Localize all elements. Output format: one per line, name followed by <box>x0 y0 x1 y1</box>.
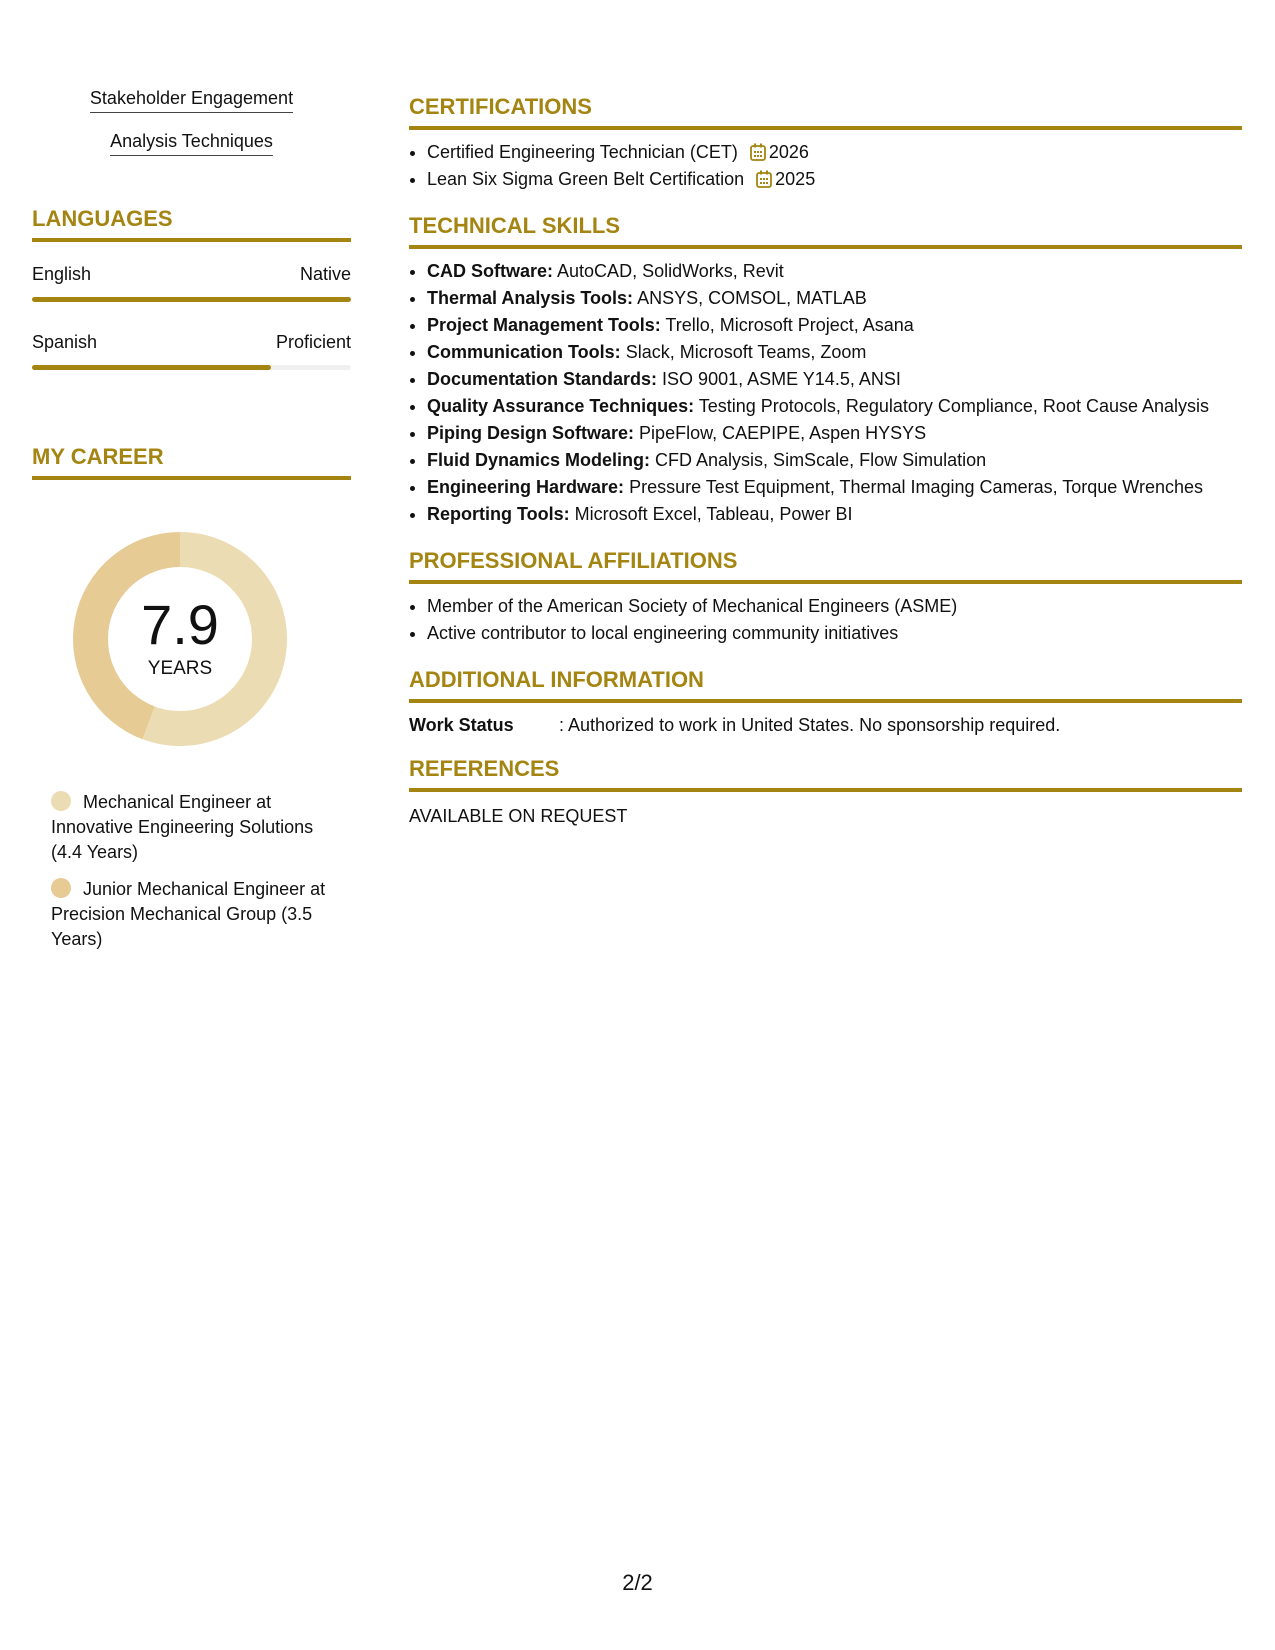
calendar-icon <box>756 170 772 188</box>
language-level: Proficient <box>275 332 351 352</box>
career-legend-item: Mechanical Engineer at Innovative Engineering Solutions (4.4 Years) <box>51 792 314 862</box>
skill-item: • Engineering Hardware: Pressure Test Equipment, Thermal Imaging Cameras, Torque Wrenches <box>427 474 1242 501</box>
language-bar <box>32 297 351 302</box>
legend-dot-icon <box>51 791 71 811</box>
language-bar-fill <box>32 365 271 370</box>
language-name: English <box>32 264 92 284</box>
page-number: 2/2 <box>622 1570 653 1595</box>
career-donut-center <box>65 593 295 680</box>
career-donut <box>65 524 295 754</box>
skill-tag: Stakeholder Engagement <box>32 88 351 113</box>
language-name: Spanish <box>32 332 98 352</box>
language-row <box>32 264 351 285</box>
career-section <box>32 444 351 952</box>
technical-skills-title: TECHNICAL SKILLS <box>409 213 1242 249</box>
skill-item: • Documentation Standards: ISO 9001, ASME Y14.5, ANSI <box>427 366 1242 393</box>
skill-item: • Fluid Dynamics Modeling: CFD Analysis, SimScale, Flow Simulation <box>427 447 1242 474</box>
affiliations-title: PROFESSIONAL AFFILIATIONS <box>409 548 1242 584</box>
sidebar <box>32 88 351 964</box>
technical-skills-section <box>409 213 1242 528</box>
languages-section <box>32 206 351 370</box>
affiliations-section <box>409 548 1242 647</box>
skill-item: • Quality Assurance Techniques: Testing Protocols, Regulatory Compliance, Root Cause Analysis <box>427 393 1242 420</box>
career-legend-item: Junior Mechanical Engineer at Precision Mechanical Group (3.5 Years) <box>51 879 326 949</box>
calendar-icon <box>750 143 766 161</box>
main-content <box>409 94 1242 847</box>
certifications-section <box>409 94 1242 193</box>
affiliation-item: • Member of the American Society of Mechanical Engineers (ASME) <box>427 593 1242 620</box>
language-row <box>32 332 351 353</box>
technical-skills-list <box>409 258 1242 528</box>
additional-info-section <box>409 667 1242 736</box>
legend-dot-icon <box>51 878 71 898</box>
skill-tag: Analysis Techniques <box>32 131 351 156</box>
certifications-title: CERTIFICATIONS <box>409 94 1242 130</box>
career-total: 7.9 <box>141 593 219 656</box>
career-legend <box>51 790 341 952</box>
additional-info-title: ADDITIONAL INFORMATION <box>409 667 1242 703</box>
languages-title: LANGUAGES <box>32 206 351 242</box>
skill-item: • Reporting Tools: Microsoft Excel, Tableau, Power BI <box>427 501 1242 528</box>
skill-item: • Project Management Tools: Trello, Microsoft Project, Asana <box>427 312 1242 339</box>
certification-item: • Certified Engineering Technician (CET) 2026 <box>427 139 1242 166</box>
career-unit: YEARS <box>147 658 213 679</box>
language-bar-fill <box>32 297 351 302</box>
career-title: MY CAREER <box>32 444 351 480</box>
language-level: Native <box>299 264 351 284</box>
work-status-label: Work Status <box>409 715 514 735</box>
work-status-value: : Authorized to work in United States. No sponsorship required. <box>559 715 1061 735</box>
skill-item: • Communication Tools: Slack, Microsoft Teams, Zoom <box>427 339 1242 366</box>
references-title: REFERENCES <box>409 756 1242 792</box>
references-section <box>409 756 1242 827</box>
language-bar <box>32 365 351 370</box>
references-text: AVAILABLE ON REQUEST <box>409 806 628 826</box>
skill-item: • CAD Software: AutoCAD, SolidWorks, Revit <box>427 258 1242 285</box>
affiliation-item: • Active contributor to local engineering community initiatives <box>427 620 1242 647</box>
skill-item: • Thermal Analysis Tools: ANSYS, COMSOL, MATLAB <box>427 285 1242 312</box>
skill-item: • Piping Design Software: PipeFlow, CAEPIPE, Aspen HYSYS <box>427 420 1242 447</box>
work-status-row <box>409 715 1242 736</box>
certification-item: • Lean Six Sigma Green Belt Certification 2025 <box>427 166 1242 193</box>
